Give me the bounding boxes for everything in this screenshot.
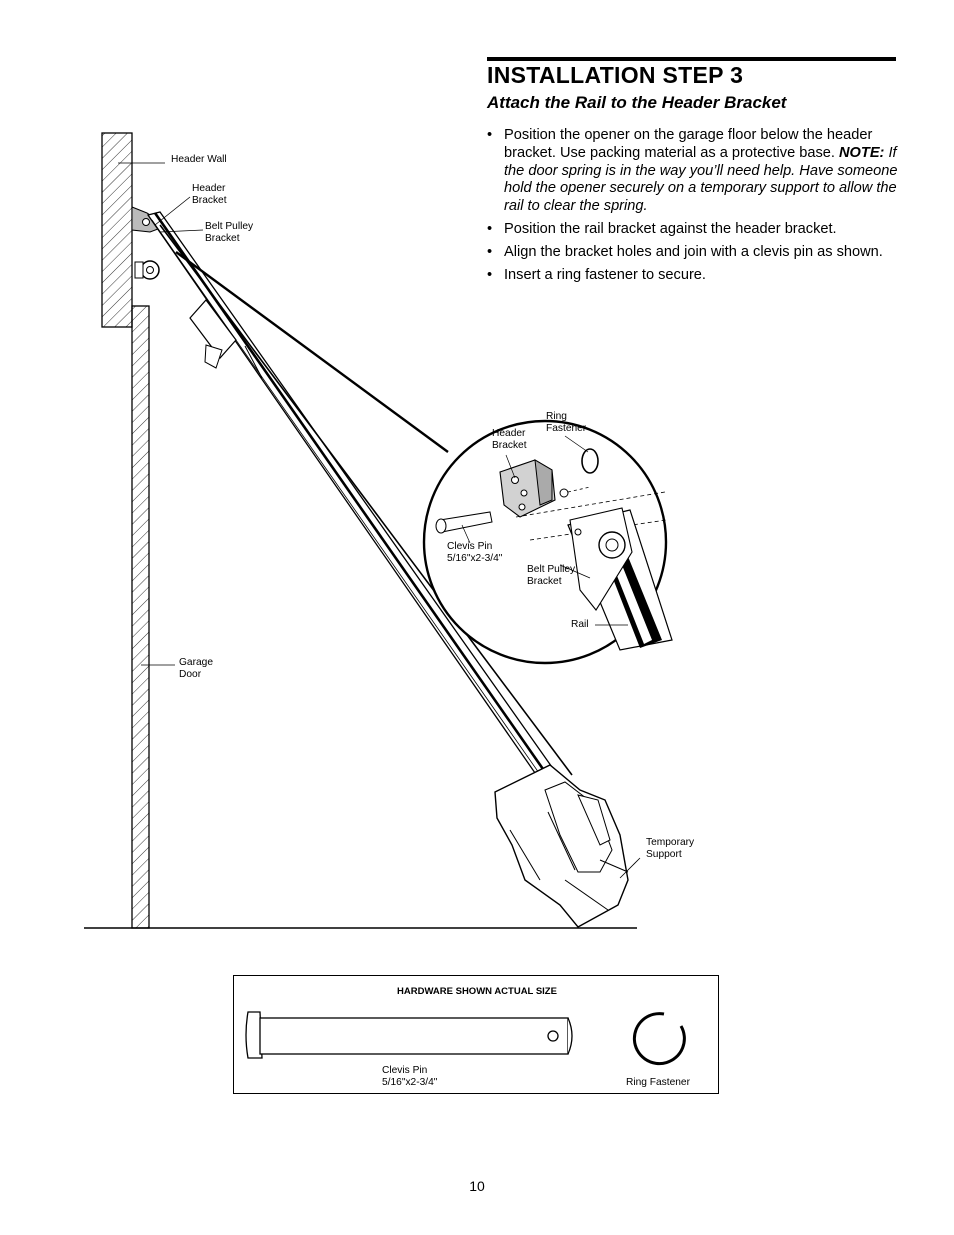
hardware-illustration [234, 976, 718, 1093]
instruction-item: • Align the bracket holes and join with a clevis pin as shown. [487, 244, 907, 262]
hardware-label-clevis-pin: Clevis Pin 5/16"x2-3/4" [382, 1065, 438, 1088]
ring-fastener-shape [634, 1014, 684, 1064]
hardware-box [233, 975, 719, 1094]
detail-label-header-bracket: Header Bracket [492, 428, 527, 451]
detail-label-rail: Rail [571, 619, 589, 630]
label-header-bracket: Header Bracket [192, 183, 227, 206]
detail-label-ring-fastener: Ring Fastener [546, 411, 587, 434]
label-garage-door: Garage Door [179, 657, 213, 680]
page-number: 10 [469, 1178, 485, 1194]
instruction-item: • Insert a ring fastener to secure. [487, 267, 907, 285]
opener-shape [495, 765, 628, 927]
instruction-item: • Position the rail bracket against the header bracket. [487, 221, 907, 239]
hardware-title: HARDWARE SHOWN ACTUAL SIZE [397, 986, 557, 997]
hardware-label-ring-fastener: Ring Fastener [626, 1077, 690, 1088]
detail-label-clevis-pin: Clevis Pin 5/16"x2-3/4" [447, 541, 503, 564]
garage-door-shape [132, 306, 149, 928]
label-belt-pulley-bracket: Belt Pulley Bracket [205, 221, 254, 244]
header-wall-shape [102, 133, 132, 327]
label-header-wall: Header Wall [171, 154, 227, 165]
instruction-text: Position the opener on the garage floor below the header bracket. Use packing material as a protective base. [504, 127, 873, 161]
clevis-pin-shape [246, 1012, 572, 1058]
detail-label-belt-pulley-bracket: Belt Pulley Bracket [527, 564, 576, 587]
label-temporary-support: Temporary Support [646, 837, 695, 860]
page-title: INSTALLATION STEP 3 [487, 62, 744, 88]
page-subtitle: Attach the Rail to the Header Bracket [487, 93, 787, 112]
note-label: NOTE: [839, 144, 885, 161]
note-text: If the door spring is in the way you’ll need help. Have someone hold the opener securely on a temporary support to allow the rail to clear the spring. [504, 144, 898, 215]
